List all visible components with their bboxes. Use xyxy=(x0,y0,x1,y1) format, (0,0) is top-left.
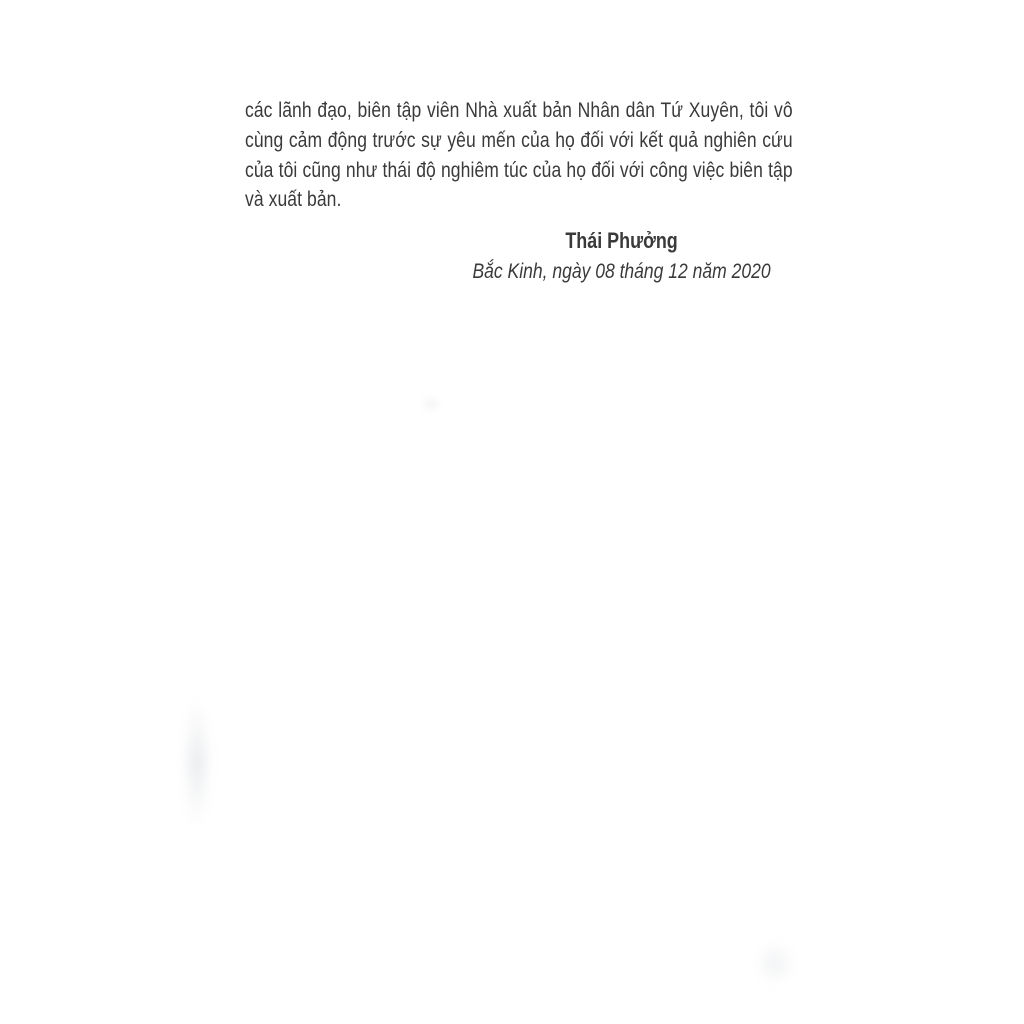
scan-shadow xyxy=(188,695,206,830)
body-paragraph: các lãnh đạo, biên tập viên Nhà xuất bản Nhân dân Tứ Xuyên, tôi vô cùng cảm động trước sự yêu mến của họ đối với kết quả nghiên cứu của tôi cũng như thái độ nghiêm túc của họ đối với công việc biên tập và xuất bản. xyxy=(245,98,793,212)
scan-smudge xyxy=(424,399,438,409)
signature-name: Thái Phưởng xyxy=(565,228,678,254)
page-content xyxy=(245,96,793,286)
signature-block xyxy=(450,226,792,286)
scan-smudge xyxy=(762,948,788,978)
signature-dateline: Bắc Kinh, ngày 08 tháng 12 năm 2020 xyxy=(472,259,771,284)
